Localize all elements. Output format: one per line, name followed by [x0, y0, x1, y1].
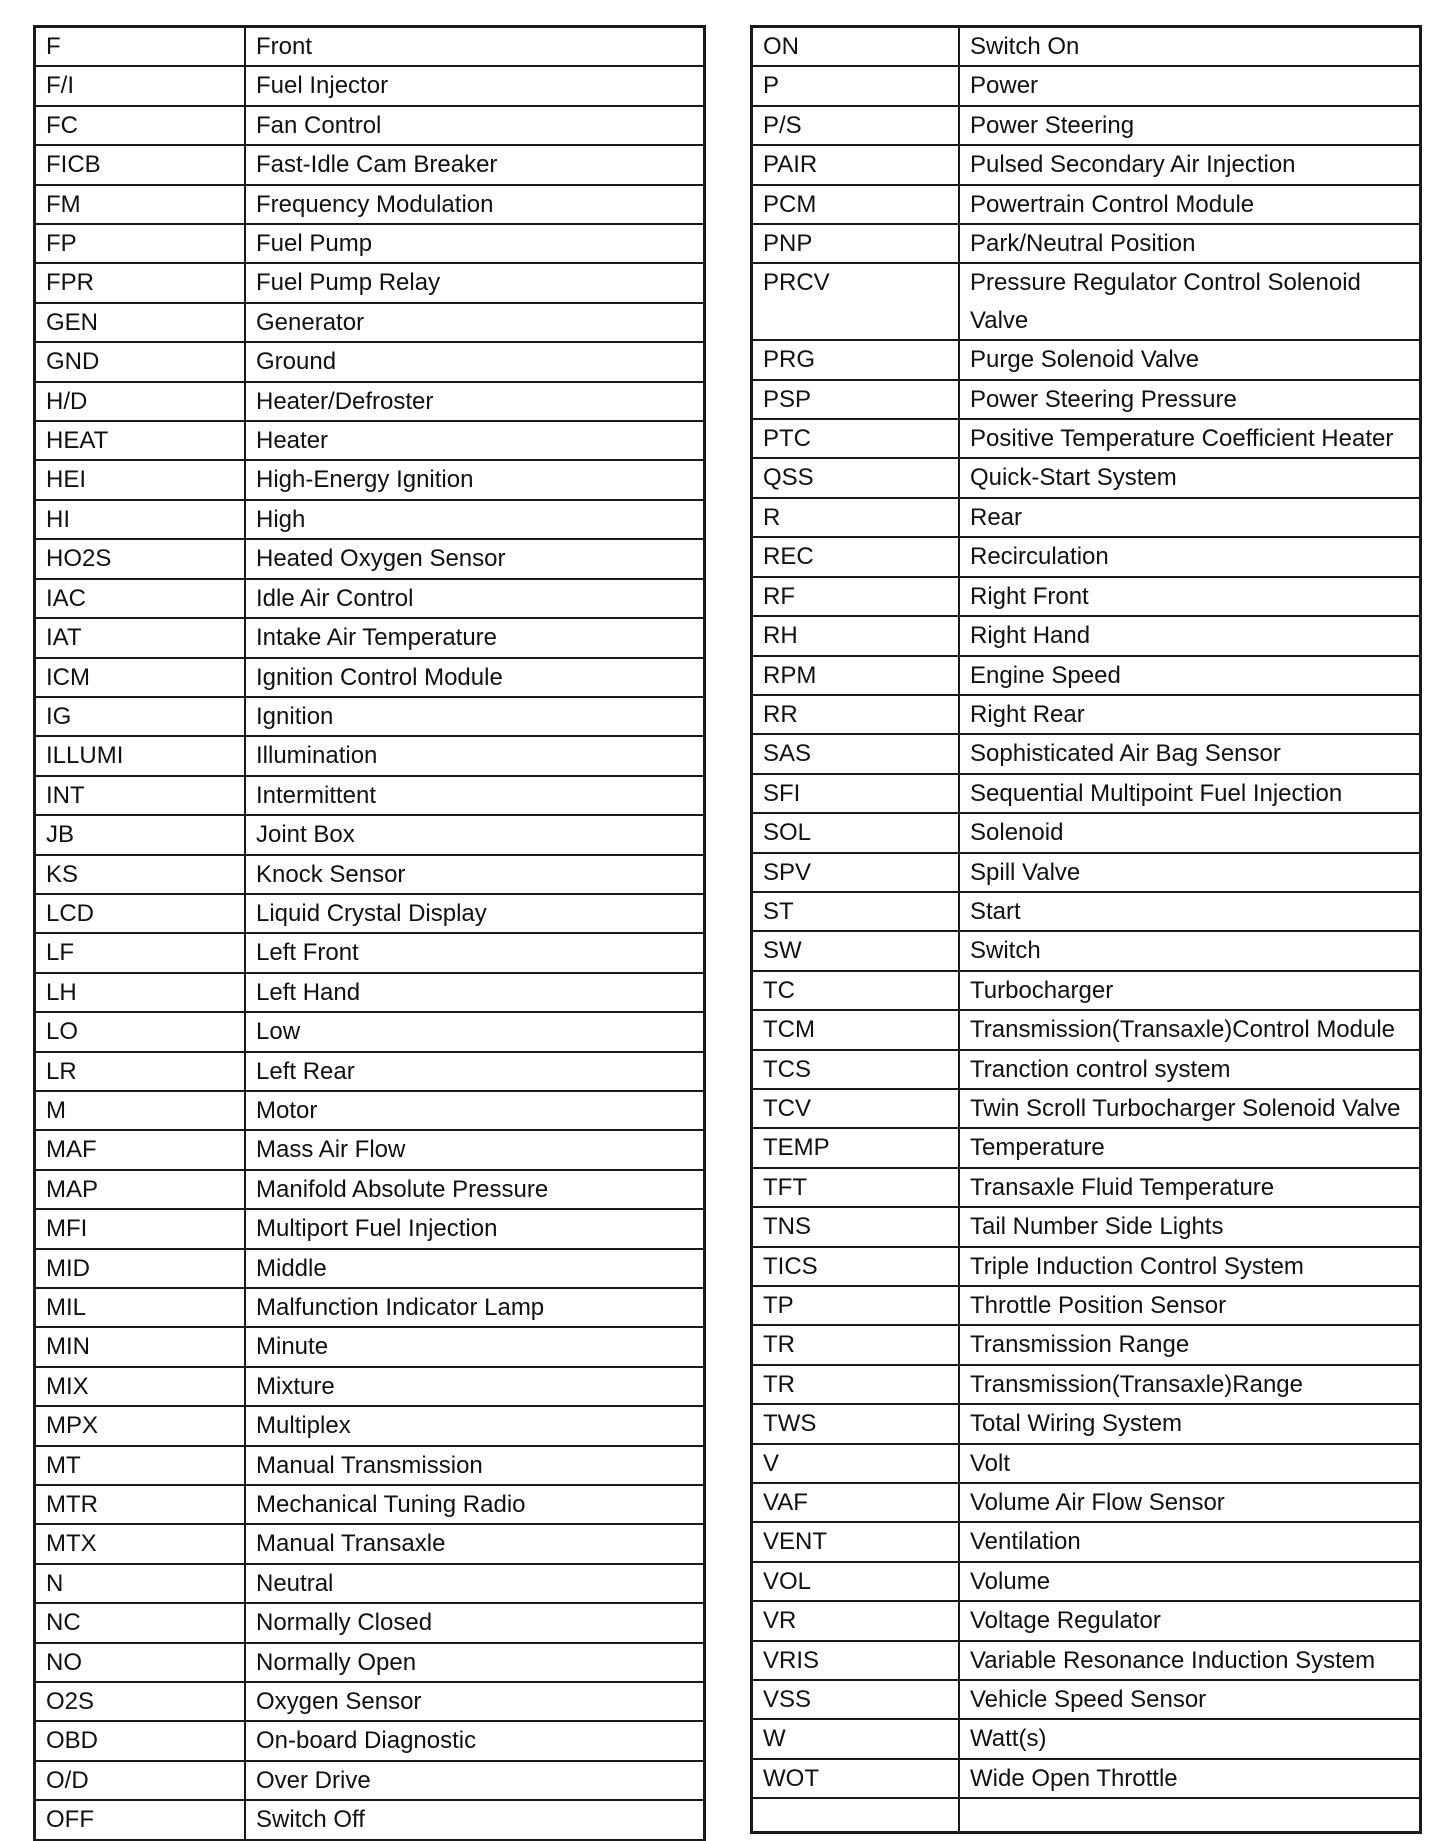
meaning-cell: Multiport Fuel Injection — [245, 1209, 704, 1248]
meaning-cell: Recirculation — [959, 537, 1420, 576]
table-row — [752, 616, 1420, 655]
abbreviation-cell: W — [752, 1719, 959, 1758]
table-row — [35, 1367, 704, 1406]
table-row — [35, 27, 704, 66]
abbreviation-cell: MIL — [35, 1288, 245, 1327]
table-row — [35, 1485, 704, 1524]
table-row — [752, 66, 1420, 105]
meaning-cell: Voltage Regulator — [959, 1601, 1420, 1640]
abbreviation-cell: SAS — [752, 734, 959, 773]
table-row — [752, 1365, 1420, 1404]
abbreviation-cell: MTR — [35, 1485, 245, 1524]
abbreviation-cell: MAP — [35, 1170, 245, 1209]
abbreviation-cell: OFF — [35, 1800, 245, 1839]
meaning-cell: Pulsed Secondary Air Injection — [959, 145, 1420, 184]
meaning-cell: Left Hand — [245, 973, 704, 1012]
meaning-cell: Power Steering Pressure — [959, 380, 1420, 419]
abbreviation-cell: SPV — [752, 853, 959, 892]
table-row — [35, 1209, 704, 1248]
table-row — [35, 224, 704, 263]
table-row — [752, 1444, 1420, 1483]
meaning-cell: Mixture — [245, 1367, 704, 1406]
table-row — [35, 382, 704, 421]
abbreviation-cell: TWS — [752, 1404, 959, 1443]
meaning-cell: Ignition — [245, 697, 704, 736]
meaning-cell: Left Rear — [245, 1052, 704, 1091]
abbreviation-cell: MIN — [35, 1327, 245, 1366]
abbreviation-cell: PTC — [752, 419, 959, 458]
table-row — [35, 500, 704, 539]
abbreviation-cell: MTX — [35, 1524, 245, 1563]
meaning-cell: Left Front — [245, 933, 704, 972]
meaning-cell: Ventilation — [959, 1522, 1420, 1561]
meaning-cell: Joint Box — [245, 815, 704, 854]
abbreviation-cell: O/D — [35, 1761, 245, 1800]
table-row — [35, 658, 704, 697]
table-row — [35, 421, 704, 460]
abbreviation-cell: RH — [752, 616, 959, 655]
meaning-cell: Right Front — [959, 577, 1420, 616]
meaning-cell: Motor — [245, 1091, 704, 1130]
table-row — [752, 419, 1420, 458]
meaning-cell: Fast-Idle Cam Breaker — [245, 145, 704, 184]
meaning-cell: Ignition Control Module — [245, 658, 704, 697]
table-row — [35, 342, 704, 381]
meaning-cell: Normally Open — [245, 1643, 704, 1682]
abbreviation-cell: OBD — [35, 1721, 245, 1760]
table-row — [35, 973, 704, 1012]
abbreviation-cell — [752, 1798, 959, 1832]
meaning-cell: Oxygen Sensor — [245, 1682, 704, 1721]
abbreviation-cell: V — [752, 1444, 959, 1483]
abbreviation-cell: LH — [35, 973, 245, 1012]
table-row — [752, 1128, 1420, 1167]
abbreviation-cell: VRIS — [752, 1641, 959, 1680]
abbreviation-cell: LR — [35, 1052, 245, 1091]
meaning-cell: Manual Transmission — [245, 1446, 704, 1485]
abbreviation-cell: PNP — [752, 224, 959, 263]
table-row — [35, 855, 704, 894]
table-row — [752, 340, 1420, 379]
table-row — [752, 106, 1420, 145]
abbreviation-cell: TCM — [752, 1010, 959, 1049]
meaning-cell: High — [245, 500, 704, 539]
abbreviation-cell: M — [35, 1091, 245, 1130]
table-row — [35, 1130, 704, 1169]
meaning-cell: Volume Air Flow Sensor — [959, 1483, 1420, 1522]
abbreviation-cell: FPR — [35, 263, 245, 302]
meaning-cell: Heated Oxygen Sensor — [245, 539, 704, 578]
meaning-cell: Spill Valve — [959, 853, 1420, 892]
table-row — [35, 185, 704, 224]
abbreviation-cell: PAIR — [752, 145, 959, 184]
abbreviation-cell: SOL — [752, 813, 959, 852]
table-row — [752, 1050, 1420, 1089]
meaning-cell: Front — [245, 27, 704, 66]
meaning-cell: Vehicle Speed Sensor — [959, 1680, 1420, 1719]
meaning-cell: Fuel Injector — [245, 66, 704, 105]
abbreviation-cell: WOT — [752, 1759, 959, 1798]
abbreviation-cell: FC — [35, 106, 245, 145]
meaning-cell: Fan Control — [245, 106, 704, 145]
table-row — [752, 537, 1420, 576]
meaning-cell: Minute — [245, 1327, 704, 1366]
meaning-cell: Tranction control system — [959, 1050, 1420, 1089]
table-row — [752, 892, 1420, 931]
table-row — [35, 1761, 704, 1800]
abbreviation-cell: SW — [752, 931, 959, 970]
table-row — [752, 1483, 1420, 1522]
table-row — [752, 1286, 1420, 1325]
table-row — [752, 458, 1420, 497]
abbreviation-cell: NC — [35, 1603, 245, 1642]
meaning-cell: Low — [245, 1012, 704, 1051]
table-row — [35, 1170, 704, 1209]
meaning-cell: Park/Neutral Position — [959, 224, 1420, 263]
table-row — [35, 1327, 704, 1366]
abbreviation-cell: QSS — [752, 458, 959, 497]
abbreviation-cell: TNS — [752, 1207, 959, 1246]
meaning-cell: Fuel Pump Relay — [245, 263, 704, 302]
table-row — [752, 145, 1420, 184]
table-row — [752, 1641, 1420, 1680]
abbreviation-cell: TCV — [752, 1089, 959, 1128]
abbreviation-cell: MFI — [35, 1209, 245, 1248]
meaning-cell: Manual Transaxle — [245, 1524, 704, 1563]
meaning-cell: Intake Air Temperature — [245, 618, 704, 657]
table-row — [35, 263, 704, 302]
table-row — [35, 1012, 704, 1051]
meaning-cell: Turbocharger — [959, 971, 1420, 1010]
table-row — [35, 303, 704, 342]
table-row — [35, 579, 704, 618]
meaning-cell: Mass Air Flow — [245, 1130, 704, 1169]
abbreviation-table-left — [34, 26, 705, 1841]
meaning-cell: Sequential Multipoint Fuel Injection — [959, 774, 1420, 813]
meaning-cell: Temperature — [959, 1128, 1420, 1167]
meaning-cell: Generator — [245, 303, 704, 342]
meaning-cell: Right Hand — [959, 616, 1420, 655]
meaning-cell: Switch Off — [245, 1800, 704, 1839]
table-row — [35, 776, 704, 815]
table-row — [752, 1207, 1420, 1246]
abbreviation-cell: ON — [752, 27, 959, 66]
table-row — [752, 1798, 1420, 1832]
table-row — [35, 145, 704, 184]
table-row — [752, 853, 1420, 892]
meaning-cell: Transaxle Fluid Temperature — [959, 1168, 1420, 1207]
abbreviation-cell: P — [752, 66, 959, 105]
table-row — [35, 1564, 704, 1603]
abbreviation-cell: IAT — [35, 618, 245, 657]
abbreviation-cell: FICB — [35, 145, 245, 184]
meaning-cell: Powertrain Control Module — [959, 185, 1420, 224]
table-row — [752, 1089, 1420, 1128]
abbreviation-cell: VENT — [752, 1522, 959, 1561]
abbreviation-cell: REC — [752, 537, 959, 576]
meaning-cell: On-board Diagnostic — [245, 1721, 704, 1760]
table-row — [752, 1247, 1420, 1286]
table-row — [752, 1562, 1420, 1601]
abbreviation-cell: H/D — [35, 382, 245, 421]
abbreviation-cell: INT — [35, 776, 245, 815]
abbreviation-cell: RR — [752, 695, 959, 734]
table-row — [752, 224, 1420, 263]
meaning-cell: Idle Air Control — [245, 579, 704, 618]
abbreviation-cell: FP — [35, 224, 245, 263]
table-row — [752, 1719, 1420, 1758]
table-row — [35, 1406, 704, 1445]
abbreviation-cell: PRG — [752, 340, 959, 379]
abbreviation-cell: VAF — [752, 1483, 959, 1522]
abbreviation-cell: LF — [35, 933, 245, 972]
table-row — [35, 460, 704, 499]
abbreviation-table-right — [751, 26, 1421, 1833]
abbreviation-cell: F — [35, 27, 245, 66]
table-row — [752, 577, 1420, 616]
abbreviation-cell: PRCV — [752, 263, 959, 340]
meaning-cell: Quick-Start System — [959, 458, 1420, 497]
abbreviation-cell: MIX — [35, 1367, 245, 1406]
abbreviation-cell: TR — [752, 1365, 959, 1404]
abbreviation-cell: IAC — [35, 579, 245, 618]
meaning-cell: Throttle Position Sensor — [959, 1286, 1420, 1325]
meaning-cell: Intermittent — [245, 776, 704, 815]
abbreviation-cell: ILLUMI — [35, 736, 245, 775]
abbreviation-cell: HI — [35, 500, 245, 539]
abbreviation-cell: O2S — [35, 1682, 245, 1721]
abbreviation-cell: ST — [752, 892, 959, 931]
abbreviation-cell: F/I — [35, 66, 245, 105]
table-row — [752, 774, 1420, 813]
abbreviation-cell: R — [752, 498, 959, 537]
meaning-cell: Solenoid — [959, 813, 1420, 852]
table-row — [35, 1524, 704, 1563]
table-row — [35, 1249, 704, 1288]
meaning-cell: Engine Speed — [959, 656, 1420, 695]
abbreviation-cell: GEN — [35, 303, 245, 342]
table-row — [35, 1643, 704, 1682]
table-row — [752, 971, 1420, 1010]
table-row — [752, 1680, 1420, 1719]
meaning-cell: Heater/Defroster — [245, 382, 704, 421]
meaning-cell: Positive Temperature Coefficient Heater — [959, 419, 1420, 458]
table-row — [752, 813, 1420, 852]
abbreviation-cell: IG — [35, 697, 245, 736]
table-row — [35, 539, 704, 578]
meaning-cell: Watt(s) — [959, 1719, 1420, 1758]
meaning-cell: Right Rear — [959, 695, 1420, 734]
abbreviation-cell: PCM — [752, 185, 959, 224]
abbreviation-cell: VOL — [752, 1562, 959, 1601]
table-row — [35, 1288, 704, 1327]
abbreviation-cell: HO2S — [35, 539, 245, 578]
meaning-cell: Variable Resonance Induction System — [959, 1641, 1420, 1680]
meaning-cell: Triple Induction Control System — [959, 1247, 1420, 1286]
abbreviation-cell: RF — [752, 577, 959, 616]
meaning-cell: Tail Number Side Lights — [959, 1207, 1420, 1246]
meaning-cell: High-Energy Ignition — [245, 460, 704, 499]
table-row — [752, 695, 1420, 734]
meaning-cell: Fuel Pump — [245, 224, 704, 263]
table-row — [35, 66, 704, 105]
abbreviation-cell: MPX — [35, 1406, 245, 1445]
meaning-cell: Rear — [959, 498, 1420, 537]
meaning-cell — [959, 1798, 1420, 1832]
abbreviation-cell: TC — [752, 971, 959, 1010]
meaning-cell: Pressure Regulator Control Solenoid Valve — [959, 263, 1420, 340]
table-row — [752, 185, 1420, 224]
meaning-cell: Volume — [959, 1562, 1420, 1601]
table-row — [35, 1603, 704, 1642]
meaning-cell: Liquid Crystal Display — [245, 894, 704, 933]
table-row — [35, 736, 704, 775]
table-row — [35, 815, 704, 854]
table-row — [752, 1522, 1420, 1561]
abbreviation-cell: ICM — [35, 658, 245, 697]
abbreviation-cell: VSS — [752, 1680, 959, 1719]
abbreviation-cell: MT — [35, 1446, 245, 1485]
meaning-cell: Multiplex — [245, 1406, 704, 1445]
table-row — [35, 1052, 704, 1091]
meaning-cell: Switch On — [959, 27, 1420, 66]
meaning-cell: Illumination — [245, 736, 704, 775]
abbreviation-cell: TEMP — [752, 1128, 959, 1167]
abbreviation-cell: N — [35, 1564, 245, 1603]
abbreviation-cell: VR — [752, 1601, 959, 1640]
abbreviation-cell: TCS — [752, 1050, 959, 1089]
table-row — [35, 1446, 704, 1485]
abbreviation-cell: FM — [35, 185, 245, 224]
abbreviation-cell: HEAT — [35, 421, 245, 460]
abbreviation-cell: LO — [35, 1012, 245, 1051]
table-row — [35, 1800, 704, 1839]
meaning-cell: Power Steering — [959, 106, 1420, 145]
meaning-cell: Switch — [959, 931, 1420, 970]
meaning-cell: Middle — [245, 1249, 704, 1288]
abbreviation-cell: PSP — [752, 380, 959, 419]
table-row — [752, 656, 1420, 695]
meaning-cell: Mechanical Tuning Radio — [245, 1485, 704, 1524]
table-row — [35, 618, 704, 657]
meaning-cell: Malfunction Indicator Lamp — [245, 1288, 704, 1327]
table-row — [752, 263, 1420, 340]
meaning-cell: Power — [959, 66, 1420, 105]
table-row — [35, 1721, 704, 1760]
meaning-cell: Start — [959, 892, 1420, 931]
meaning-cell: Frequency Modulation — [245, 185, 704, 224]
table-row — [752, 734, 1420, 773]
table-row — [35, 933, 704, 972]
table-right-body — [752, 27, 1420, 1832]
meaning-cell: Over Drive — [245, 1761, 704, 1800]
table-row — [752, 1010, 1420, 1049]
abbreviation-cell: RPM — [752, 656, 959, 695]
abbreviation-cell: MID — [35, 1249, 245, 1288]
abbreviation-cell: TP — [752, 1286, 959, 1325]
table-row — [35, 106, 704, 145]
meaning-cell: Normally Closed — [245, 1603, 704, 1642]
meaning-cell: Transmission(Transaxle)Control Module — [959, 1010, 1420, 1049]
table-row — [752, 1325, 1420, 1364]
meaning-cell: Heater — [245, 421, 704, 460]
meaning-cell: Transmission(Transaxle)Range — [959, 1365, 1420, 1404]
meaning-cell: Twin Scroll Turbocharger Solenoid Valve — [959, 1089, 1420, 1128]
meaning-cell: Wide Open Throttle — [959, 1759, 1420, 1798]
meaning-cell: Knock Sensor — [245, 855, 704, 894]
table-row — [752, 1759, 1420, 1798]
abbreviation-cell: LCD — [35, 894, 245, 933]
meaning-cell: Ground — [245, 342, 704, 381]
abbreviation-cell: KS — [35, 855, 245, 894]
meaning-cell: Total Wiring System — [959, 1404, 1420, 1443]
table-row — [752, 27, 1420, 66]
meaning-cell: Sophisticated Air Bag Sensor — [959, 734, 1420, 773]
table-row — [752, 498, 1420, 537]
table-row — [35, 1682, 704, 1721]
table-row — [35, 697, 704, 736]
table-row — [752, 1404, 1420, 1443]
meaning-cell: Transmission Range — [959, 1325, 1420, 1364]
abbreviation-cell: HEI — [35, 460, 245, 499]
abbreviation-cell: JB — [35, 815, 245, 854]
table-row — [752, 380, 1420, 419]
meaning-cell: Neutral — [245, 1564, 704, 1603]
table-row — [752, 1601, 1420, 1640]
abbreviation-cell: MAF — [35, 1130, 245, 1169]
table-left-body — [35, 27, 704, 1840]
abbreviation-cell: TICS — [752, 1247, 959, 1286]
meaning-cell: Purge Solenoid Valve — [959, 340, 1420, 379]
meaning-cell: Manifold Absolute Pressure — [245, 1170, 704, 1209]
meaning-cell: Volt — [959, 1444, 1420, 1483]
abbreviation-cell: TR — [752, 1325, 959, 1364]
abbreviation-cell: TFT — [752, 1168, 959, 1207]
table-row — [752, 1168, 1420, 1207]
table-row — [35, 894, 704, 933]
table-row — [35, 1091, 704, 1130]
abbreviation-cell: NO — [35, 1643, 245, 1682]
abbreviation-cell: P/S — [752, 106, 959, 145]
table-row — [752, 931, 1420, 970]
abbreviation-cell: GND — [35, 342, 245, 381]
abbreviation-cell: SFI — [752, 774, 959, 813]
